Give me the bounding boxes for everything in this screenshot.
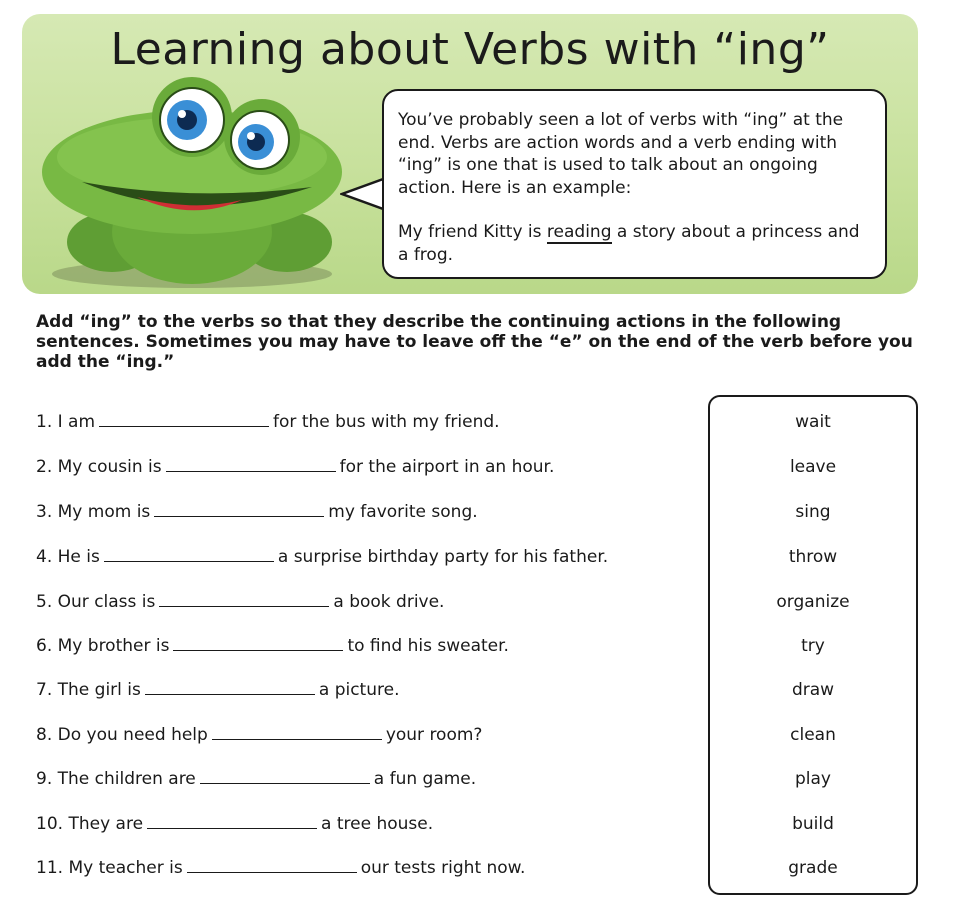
question-after: for the bus with my friend.: [273, 412, 500, 432]
example-after: a story about a princess and a frog.: [398, 222, 860, 265]
answer-blank-8[interactable]: [212, 725, 382, 740]
question-2: [36, 457, 554, 477]
word-bank-item: try: [801, 636, 825, 656]
question-11: [36, 858, 525, 878]
answer-blank-10[interactable]: [147, 814, 317, 829]
example-word: reading: [546, 222, 612, 242]
question-number: 4.: [36, 547, 53, 567]
question-8: [36, 725, 482, 745]
question-number: 8.: [36, 725, 53, 745]
answer-blank-7[interactable]: [145, 680, 315, 695]
question-number: 3.: [36, 502, 53, 522]
question-number: 11.: [36, 858, 64, 878]
question-after: a book drive.: [333, 592, 445, 612]
question-before: Our class is: [57, 592, 156, 612]
question-number: 10.: [36, 814, 64, 834]
bubble-intro: You’ve probably seen a lot of verbs with “ing” at the end. Verbs are action words and a verb ending with “ing” is one that is used to talk about an ongoing action. Here is an example:: [398, 110, 844, 198]
word-bank-item: throw: [788, 547, 838, 567]
question-7: [36, 680, 399, 700]
question-number: 7.: [36, 680, 53, 700]
question-before: Do you need help: [57, 725, 208, 745]
answer-blank-6[interactable]: [173, 636, 343, 651]
word-bank-item: leave: [789, 457, 837, 477]
question-after: my favorite song.: [328, 502, 478, 522]
word-bank-item: grade: [788, 858, 838, 878]
word-bank: [708, 395, 918, 895]
word-bank-item: draw: [791, 680, 835, 700]
question-after: to find his sweater.: [347, 636, 509, 656]
question-before: My teacher is: [68, 858, 183, 878]
question-after: a fun game.: [373, 769, 477, 789]
question-before: They are: [68, 814, 144, 834]
word-bank-item: clean: [790, 725, 836, 745]
instructions: Add “ing” to the verbs so that they describe the continuing actions in the following sentences. Sometimes you may have to leave off the “e” on the end of the verb before you add the “ing.”: [36, 312, 913, 372]
question-3: [36, 502, 478, 522]
question-6: [36, 636, 509, 656]
frog-icon: [42, 62, 362, 292]
answer-blank-4[interactable]: [104, 547, 274, 562]
question-before: My brother is: [57, 636, 170, 656]
answer-blank-11[interactable]: [187, 858, 357, 873]
question-number: 2.: [36, 457, 53, 477]
question-before: The children are: [57, 769, 196, 789]
word-bank-item: wait: [795, 412, 831, 432]
question-before: My mom is: [57, 502, 151, 522]
page-title: Learning about Verbs with “ing”: [110, 24, 830, 75]
bubble-example: [398, 221, 871, 266]
question-5: [36, 592, 444, 612]
question-10: [36, 814, 433, 834]
answer-blank-3[interactable]: [154, 502, 324, 517]
question-after: a surprise birthday party for his father.: [277, 547, 609, 567]
answer-blank-9[interactable]: [200, 769, 370, 784]
question-number: 5.: [36, 592, 53, 612]
word-bank-item: build: [792, 814, 834, 834]
question-number: 1.: [36, 412, 53, 432]
question-9: [36, 769, 476, 789]
speech-bubble-tail: [340, 174, 388, 214]
question-1: [36, 412, 500, 432]
example-before: My friend Kitty is: [398, 222, 547, 242]
question-before: He is: [57, 547, 100, 567]
answer-blank-1[interactable]: [99, 412, 269, 427]
question-number: 9.: [36, 769, 53, 789]
question-before: My cousin is: [57, 457, 162, 477]
answer-blank-2[interactable]: [166, 457, 336, 472]
title-banner: [22, 14, 918, 294]
question-after: for the airport in an hour.: [339, 457, 555, 477]
question-after: your room?: [385, 725, 483, 745]
word-bank-item: organize: [776, 592, 850, 612]
question-4: [36, 547, 608, 567]
speech-bubble: [382, 89, 887, 279]
word-bank-item: play: [795, 769, 831, 789]
question-after: our tests right now.: [360, 858, 526, 878]
question-before: I am: [57, 412, 96, 432]
question-after: a tree house.: [321, 814, 434, 834]
question-number: 6.: [36, 636, 53, 656]
word-bank-item: sing: [795, 502, 831, 522]
answer-blank-5[interactable]: [159, 592, 329, 607]
question-before: The girl is: [57, 680, 141, 700]
question-after: a picture.: [318, 680, 400, 700]
